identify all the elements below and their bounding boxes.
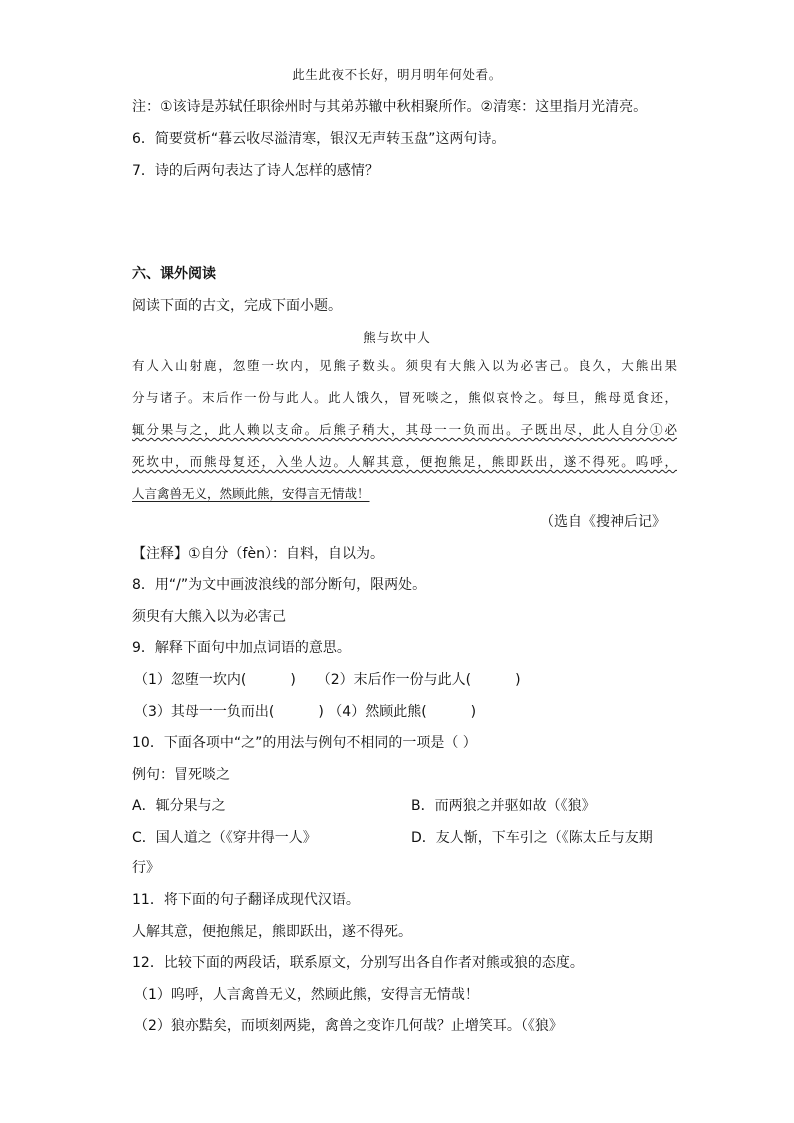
question-10: 10．下面各项中“之”的用法与例句不相同的一项是（ ） bbox=[132, 735, 477, 751]
question-6: 6．简要赏析“暮云收尽溢清寒，银汉无声转玉盘”这两句诗。 bbox=[132, 131, 506, 147]
q9-item-1: （1）忽堕一坎内( bbox=[134, 672, 247, 688]
passage-line: 分与诸子。末后作一份与此人。此人饿久，冒死啖之，熊似哀怜之。每旦，熊母觅食还， bbox=[132, 390, 677, 405]
annotation: 【注释】①自分（fèn）：自料，自以为。 bbox=[132, 546, 384, 562]
passage-last-sentence: 人言禽兽无义，然顾此熊，安得言无情哉！ bbox=[132, 486, 370, 501]
passage-line-wavy: 辄分果与之，此人赖以支命。后熊子稍大，其母一一负而出。子既出尽，此人自分①必 bbox=[132, 422, 677, 437]
question-12-item-2: （2）狼亦黠矣，而顷刻两毙，禽兽之变诈几何哉？止增笑耳。（《狼》 bbox=[134, 1018, 563, 1034]
passage-title: 熊与坎中人 bbox=[363, 330, 431, 345]
section-instruction: 阅读下面的古文，完成下面小题。 bbox=[132, 298, 342, 314]
option-a[interactable]: A．辄分果与之 bbox=[132, 798, 226, 814]
question-9: 9．解释下面句中加点词语的意思。 bbox=[132, 640, 351, 656]
option-c[interactable]: C．国人道之（《穿井得一人》 bbox=[132, 830, 317, 846]
question-12-item-1: （1）呜呼，人言禽兽无义，然顾此熊，安得言无情哉！ bbox=[134, 987, 479, 1003]
option-d-continued: 行》 bbox=[132, 860, 160, 876]
poem-last-line: 此生此夜不长好，明月明年何处看。 bbox=[292, 67, 502, 82]
question-9-row-2: （3）其母一一负而出( ) （4）然顾此熊( ) bbox=[134, 704, 477, 720]
question-10-example: 例句：冒死啖之 bbox=[132, 767, 230, 783]
q9-item-4: （4）然顾此熊( bbox=[328, 704, 427, 720]
option-d[interactable]: D．友人惭，下车引之（《陈太丘与友期 bbox=[411, 830, 653, 846]
q9-item-3: （3）其母一一负而出( bbox=[134, 704, 275, 720]
question-8-sentence: 须臾有大熊入以为必害己 bbox=[132, 609, 286, 625]
passage-source: （选自《搜神后记》 bbox=[540, 514, 666, 530]
section-title: 六、课外阅读 bbox=[132, 266, 216, 282]
question-12: 12．比较下面的两段话，联系原文，分别写出各自作者对熊或狼的态度。 bbox=[132, 955, 584, 971]
passage-line-last bbox=[132, 484, 677, 506]
question-11-sentence: 人解其意，便抱熊足，熊即跃出，遂不得死。 bbox=[132, 924, 412, 940]
passage-line-wavy: 死坎中，而熊母复还，入坐人边。人解其意，便抱熊足，熊即跃出，遂不得死。呜呼， bbox=[132, 454, 677, 469]
q9-item-2: （2）末后作一份与此人( bbox=[316, 672, 472, 688]
question-7: 7．诗的后两句表达了诗人怎样的感情？ bbox=[132, 163, 379, 179]
passage-line: 有人入山射鹿，忽堕一坎内，见熊子数头。须臾有大熊入以为必害己。良久，大熊出果 bbox=[132, 358, 677, 373]
option-b[interactable]: B．而两狼之并驱如故（《狼》 bbox=[411, 798, 596, 814]
question-8: 8．用“/”为文中画波浪线的部分断句，限两处。 bbox=[132, 577, 427, 593]
question-11: 11．将下面的句子翻译成现代汉语。 bbox=[132, 892, 360, 908]
question-9-row-1: （1）忽堕一坎内( ) （2）末后作一份与此人( ) bbox=[134, 672, 521, 688]
poem-note: 注：①该诗是苏轼任职徐州时与其弟苏辙中秋相聚所作。②清寒：这里指月光清亮。 bbox=[132, 99, 648, 115]
